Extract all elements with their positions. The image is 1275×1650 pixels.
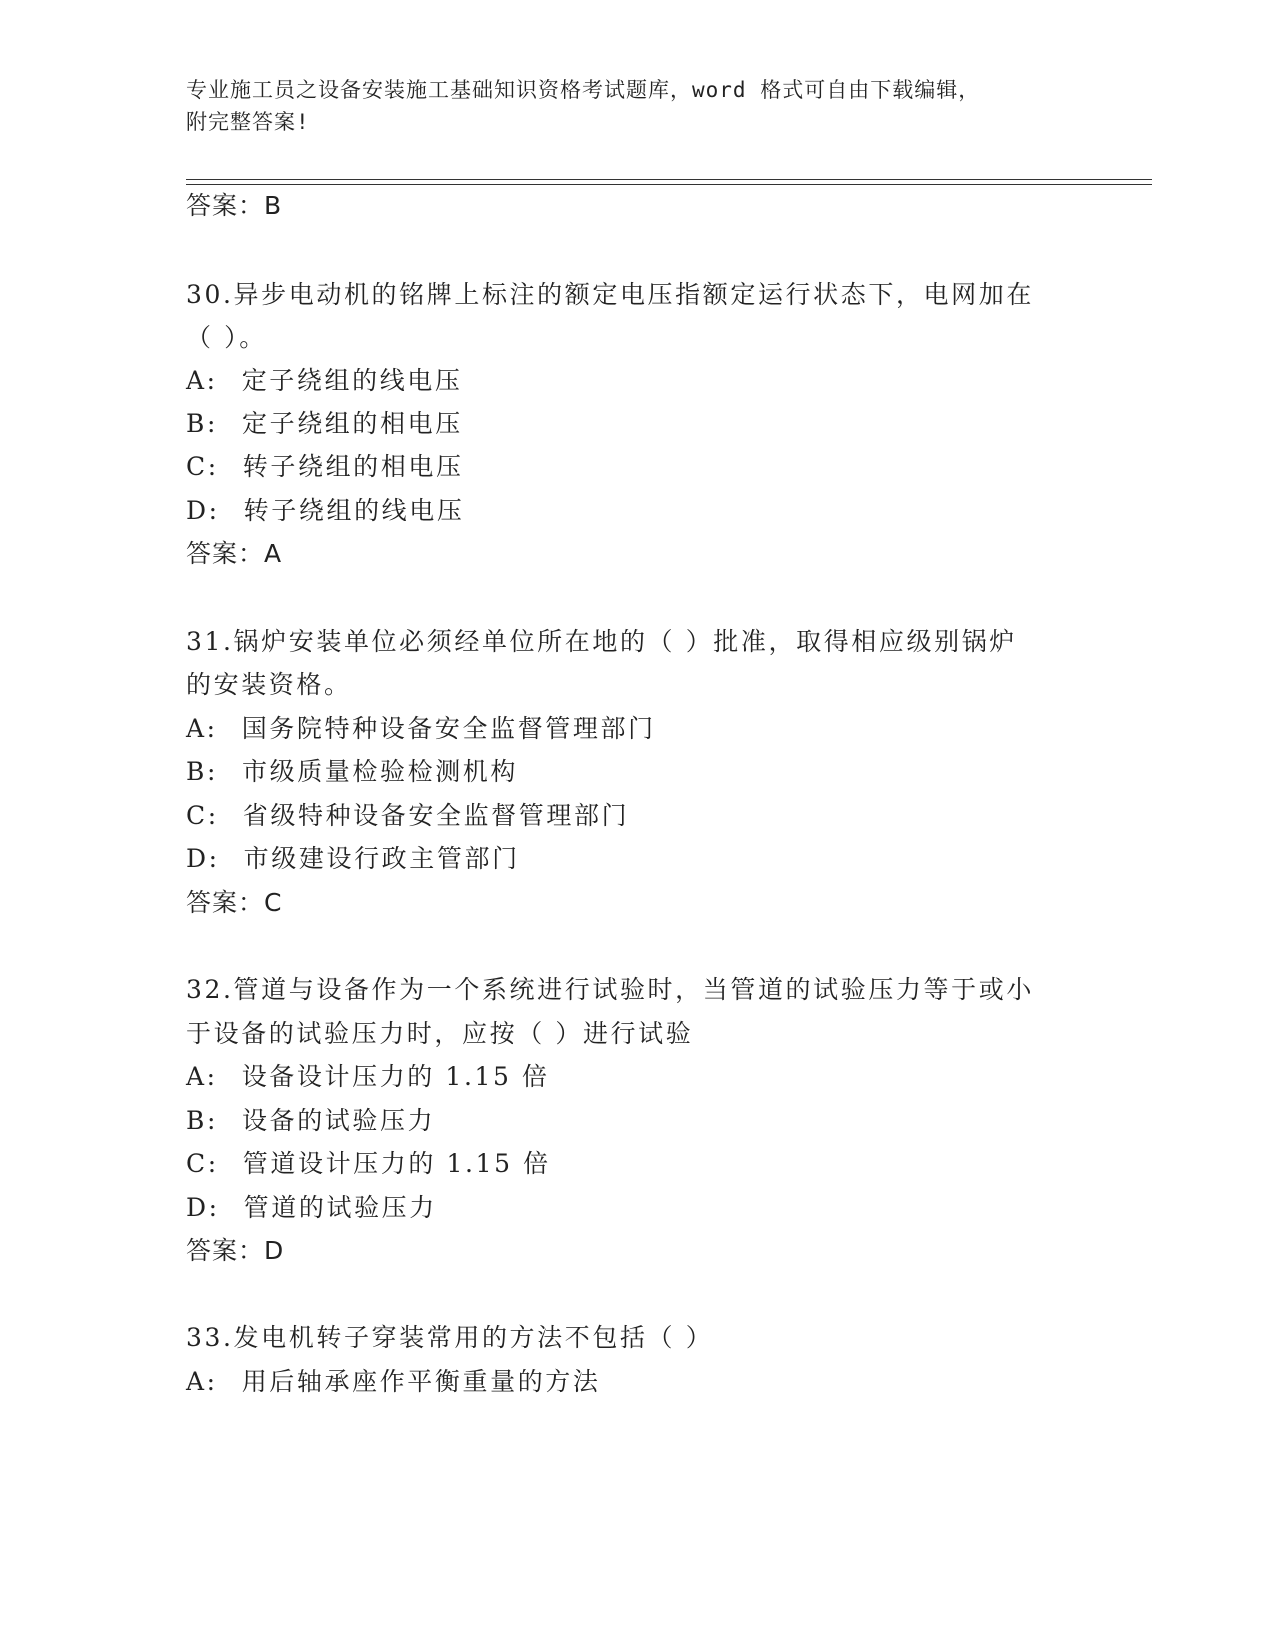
question-31-stem-line-2: 的安装资格。 bbox=[186, 670, 352, 699]
question-30-option-c bbox=[186, 452, 464, 482]
option-text: 管道设计压力的 1.15 倍 bbox=[242, 1149, 551, 1178]
question-31-option-c bbox=[186, 801, 629, 831]
question-31-stem-line-1: 31.锅炉安装单位必须经单位所在地的（ ）批准，取得相应级别锅炉 bbox=[186, 627, 1017, 656]
option-letter: B: bbox=[186, 409, 218, 438]
question-31-option-b bbox=[186, 757, 518, 787]
option-text: 省级特种设备安全监督管理部门 bbox=[242, 801, 630, 830]
question-33-option-a bbox=[186, 1367, 601, 1397]
question-30-option-d bbox=[186, 496, 464, 526]
option-letter: B: bbox=[186, 757, 218, 786]
option-text: 管道的试验压力 bbox=[243, 1193, 437, 1222]
option-letter: A: bbox=[186, 714, 218, 743]
question-30-option-b bbox=[186, 409, 463, 439]
question-32-stem-line-2: 于设备的试验压力时，应按（ ）进行试验 bbox=[186, 1019, 694, 1048]
question-30-option-a bbox=[186, 366, 463, 396]
option-text: 用后轴承座作平衡重量的方法 bbox=[241, 1367, 601, 1396]
header-line-2: 附完整答案! bbox=[186, 110, 310, 134]
question-32-stem-line-1: 32.管道与设备作为一个系统进行试验时，当管道的试验压力等于或小 bbox=[186, 975, 1034, 1004]
question-32-option-d bbox=[186, 1193, 437, 1223]
option-letter: C: bbox=[186, 801, 219, 830]
option-text: 转子绕组的线电压 bbox=[243, 496, 465, 525]
option-text: 设备设计压力的 1.15 倍 bbox=[241, 1062, 550, 1091]
previous-answer: 答案：B bbox=[186, 191, 283, 220]
question-30-stem-line-2: （ ）。 bbox=[186, 323, 267, 352]
option-letter: A: bbox=[186, 1367, 218, 1396]
question-33-stem-line-1: 33.发电机转子穿装常用的方法不包括（ ） bbox=[186, 1323, 714, 1352]
question-30-answer: 答案：A bbox=[186, 539, 283, 568]
option-letter: D: bbox=[186, 496, 220, 525]
option-text: 市级质量检验检测机构 bbox=[242, 757, 519, 786]
header-divider-top bbox=[186, 179, 1152, 180]
header-line-1: 专业施工员之设备安装施工基础知识资格考试题库，word 格式可自由下载编辑， bbox=[186, 78, 981, 102]
question-32-option-a bbox=[186, 1062, 550, 1092]
question-32-answer: 答案：D bbox=[186, 1236, 285, 1265]
option-letter: C: bbox=[186, 452, 219, 481]
header-divider-bottom bbox=[186, 184, 1152, 185]
document-header bbox=[186, 74, 1066, 138]
question-30-stem-line-1: 30.异步电动机的铭牌上标注的额定电压指额定运行状态下，电网加在 bbox=[186, 280, 1034, 309]
option-letter: D: bbox=[186, 844, 220, 873]
option-text: 转子绕组的相电压 bbox=[242, 452, 464, 481]
option-letter: A: bbox=[186, 366, 218, 395]
option-text: 国务院特种设备安全监督管理部门 bbox=[241, 714, 656, 743]
question-31-option-a bbox=[186, 714, 656, 744]
option-letter: A: bbox=[186, 1062, 218, 1091]
option-letter: D: bbox=[186, 1193, 220, 1222]
option-text: 设备的试验压力 bbox=[242, 1106, 436, 1135]
option-letter: C: bbox=[186, 1149, 219, 1178]
question-32-option-c bbox=[186, 1149, 551, 1179]
question-31-answer: 答案：C bbox=[186, 888, 283, 917]
option-letter: B: bbox=[186, 1106, 218, 1135]
question-31-option-d bbox=[186, 844, 520, 874]
question-32-option-b bbox=[186, 1106, 435, 1136]
option-text: 定子绕组的相电压 bbox=[242, 409, 463, 438]
option-text: 市级建设行政主管部门 bbox=[243, 844, 520, 873]
option-text: 定子绕组的线电压 bbox=[241, 366, 463, 395]
